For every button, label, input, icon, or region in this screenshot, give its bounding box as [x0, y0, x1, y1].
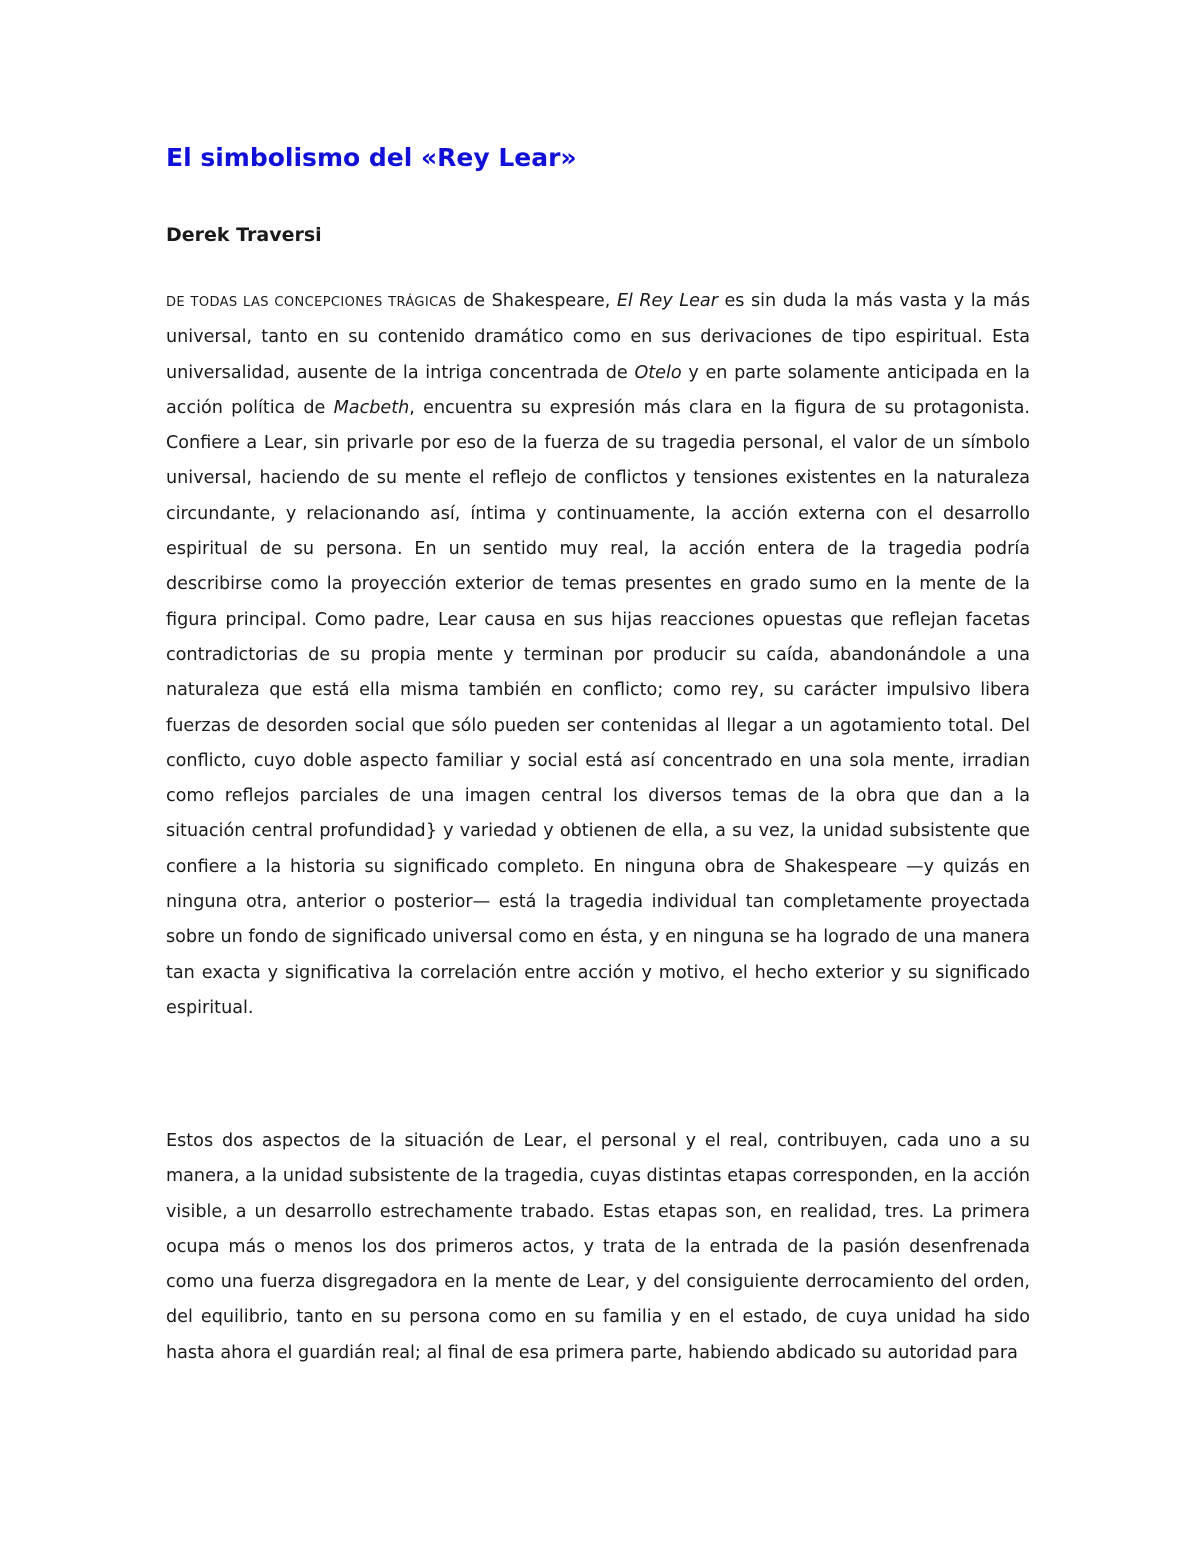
paragraph-2: Estos dos aspectos de la situación de Lear, el personal y el real, contribuyen, cada uno a su manera, a la unidad subsistente de la tragedia, cuyas distintas etapas corresponden, en la acción visible, a un desarrollo estrechamente trabado. Estas etapas son, en realidad, tres. La primera ocupa más o menos los dos primeros actos, y trata de la entrada de la pasión desenfrenada como una fuerza disgregadora en la mente de Lear, y del consiguiente derrocamiento del orden, del equilibrio, tanto en su persona como en su familia y en el estado, de cuya unidad ha sido hasta ahora el guardián real; al final de esa primera parte, habiendo abdicado su autoridad para [166, 1131, 1030, 1363]
paragraph-1-text-c: y en parte solamente anticipada en la acción política de [166, 362, 1031, 418]
paragraph-1 [166, 284, 1030, 1026]
work-title-rey-lear: El Rey Lear [616, 291, 718, 311]
paragraph-1-text-d: , encuentra su expresión más clara en la figura de su protagonista. Confiere a Lear, sin privarle por eso de la fuerza de su tragedia personal, el valor de un símbolo universal, haciendo de su mente el reflejo de conflictos y tensiones existentes en la naturaleza circundante, y relacionando así, íntima y continuamente, la acción externa con el desarrollo espiritual de su persona. En un sentido muy real, la acción entera de la tragedia podría describirse como la proyección exterior de temas presentes en grado sumo en la mente de la figura principal. Como padre, Lear causa en sus hijas reacciones opuestas que reflejan facetas contradictorias de su propia mente y terminan por producir su caída, abandonándole a una naturaleza que está ella misma también en conflicto; como rey, su carácter impulsivo libera fuerzas de desorden social que sólo pueden ser contenidas al llegar a un agotamiento total. Del conflicto, cuyo doble aspecto familiar y social está así concentrado en una sola mente, irradian como reflejos parciales de una imagen central los diversos temas de la obra que dan a la situación central profundidad} y variedad y obtienen de ella, a su vez, la unidad subsistente que confiere a la historia su significado completo. En ninguna obra de Shakespeare —y quizás en ninguna otra, anterior o posterior— está la tragedia individual tan completamente proyectada sobre un fondo de significado universal como en ésta, y en ninguna se ha logrado de una manera tan exacta y significativa la correlación entre acción y motivo, el hecho exterior y su significado espiritual. [166, 397, 1030, 1018]
work-title-macbeth: Macbeth [333, 397, 410, 418]
paragraph-1-text-b: es sin duda la más vasta y la más universal, tanto en su contenido dramático como en sus derivaciones de tipo espiritual. Esta universalidad, ausente de la intriga concentrada de [166, 291, 1031, 383]
document-title: El simbolismo del «Rey Lear» [166, 143, 577, 172]
paragraph-1-lead: DE TODAS LAS CONCEPCIONES TRÁGICAS [166, 295, 457, 310]
work-title-otelo: Otelo [634, 362, 682, 383]
paragraph-1-text-a: de Shakespeare, [456, 291, 617, 311]
author-name: Derek Traversi [166, 224, 322, 246]
